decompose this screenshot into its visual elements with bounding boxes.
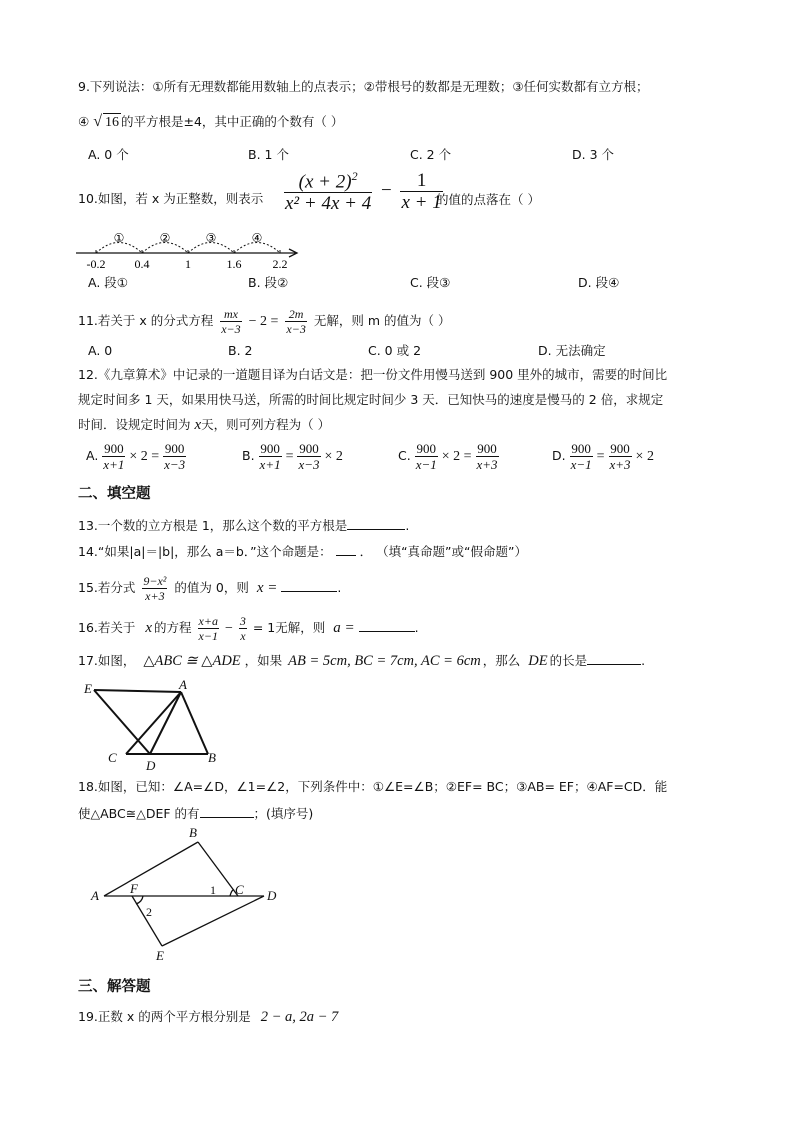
q12-b-n1: 900: [260, 441, 280, 456]
q16-fraction-1: [198, 615, 219, 642]
q15-numerator: 9−x²: [143, 574, 167, 588]
q15-prefix: 15.若分式: [78, 580, 136, 595]
q12-c-op: × 2 =: [441, 449, 472, 464]
q13-end: .: [405, 518, 410, 533]
q9-option-c: C. 2 个: [410, 147, 452, 162]
q17-line: [78, 650, 645, 670]
label-C: C: [235, 882, 244, 897]
q18-line1: 18.如图，已知：∠A=∠D，∠1=∠2，下列条件中：①∠E=∠B；②EF= BC；③AB= EF；④AF=CD．能: [78, 779, 668, 794]
q12-line3: [78, 416, 330, 434]
q12-var: x: [194, 417, 202, 433]
edge-AC: [126, 692, 181, 754]
q16-f1-numerator: x+a: [198, 614, 218, 628]
label-C: C: [108, 750, 117, 765]
q17-mid: ，如果: [244, 653, 283, 668]
q12-b-n2: 900: [299, 441, 319, 456]
q9-option-a: A. 0 个: [88, 147, 129, 162]
q11-prefix: 11.若关于 x 的分式方程: [78, 313, 214, 328]
q16-var1: x: [145, 620, 153, 636]
q12-b-d1: x+1: [259, 457, 281, 472]
q10-f2-denominator: x + 1: [401, 192, 442, 214]
q9-radicand: 16: [104, 115, 119, 130]
section-title-fill-in: 二、填空题: [78, 486, 151, 502]
q10-minus: −: [380, 180, 392, 202]
q12-a-d2: x−3: [164, 457, 186, 472]
q17-answer-blank[interactable]: [587, 650, 641, 665]
q12-c-d1: x−1: [415, 457, 437, 472]
tick-label-5: 2.2: [272, 257, 288, 271]
q12-c-d2: x+3: [476, 457, 498, 472]
edge-ED: [94, 690, 150, 754]
q16-end: .: [414, 620, 419, 635]
q12-d-n1: 900: [571, 441, 591, 456]
q17-figure: [80, 678, 230, 773]
segment-label-1: ①: [113, 231, 125, 245]
q13-answer-blank[interactable]: [347, 515, 405, 530]
q16-minus: −: [224, 621, 233, 636]
label-A: A: [91, 888, 99, 903]
tick-label-2: 0.4: [134, 257, 150, 271]
q10-option-d: D. 段④: [578, 275, 620, 290]
q12-d-n2: 900: [610, 441, 630, 456]
q12-a-n1: 900: [104, 441, 124, 456]
q12-option-d: [552, 442, 654, 471]
q17-suffix: 的长是: [549, 653, 588, 668]
q13-text: 13.一个数的立方根是 1，那么这个数的平方根是: [78, 518, 348, 533]
q12-line3-a: 时间．设规定时间为: [78, 417, 191, 432]
q12-c-frac1: [415, 442, 438, 471]
q18-answer-blank[interactable]: [200, 803, 254, 818]
q10-prefix: 10.如图，若 x 为正整数，则表示: [78, 191, 264, 206]
q18-line2-a: 使△ABC≅△DEF 的有: [78, 806, 200, 821]
q14-answer-blank[interactable]: [336, 541, 356, 556]
q17-prefix: 17.如图，: [78, 653, 136, 668]
q11-f1-denominator: x−3: [221, 322, 241, 336]
q12-b-op: =: [285, 449, 294, 464]
q10-f1-num-text: (x + 2): [298, 171, 352, 193]
q12-a-op: × 2 =: [129, 449, 160, 464]
q15-line: [78, 575, 341, 602]
q11-option-b: B. 2: [228, 343, 253, 358]
q10-f1-numerator: [284, 170, 372, 193]
q9-circle-num: ④: [78, 114, 90, 129]
q12-c-n2: 900: [477, 441, 497, 456]
label-angle-2: 2: [146, 905, 152, 919]
q16-answer-blank[interactable]: [359, 617, 415, 632]
q12-d-frac1: [570, 442, 593, 471]
q12-b-tail: × 2: [324, 449, 343, 464]
q9-line2: [78, 113, 343, 132]
q16-mid2: = 1无解，则: [252, 620, 326, 635]
q12-a-label: A.: [86, 448, 99, 463]
q9-option-d: D. 3 个: [572, 147, 614, 162]
q18-line2: [78, 803, 313, 823]
q12-option-c: [398, 442, 499, 471]
q11-mid: − 2 =: [248, 314, 279, 329]
q11-f2-numerator: 2m: [285, 308, 306, 322]
q12-b-frac1: [259, 442, 282, 471]
q15-var: x =: [256, 580, 278, 596]
q14-text: 14.“如果|a|＝|b|，那么 a＝b．”这个命题是：: [78, 544, 332, 559]
edge-AB: [104, 842, 198, 896]
q17-given: AB = 5cm, BC = 7cm, AC = 6cm: [288, 653, 481, 669]
q15-fraction: [142, 575, 167, 602]
q10-option-a: A. 段①: [88, 275, 128, 290]
q16-line: [78, 615, 419, 642]
tick-label-4: 1.6: [226, 257, 242, 271]
q10-fraction-1: [284, 170, 372, 213]
q15-end: .: [337, 580, 342, 595]
q11-fraction-1: [220, 308, 241, 335]
label-B: B: [208, 750, 216, 765]
section-title-solutions: 三、解答题: [78, 979, 151, 995]
q16-fraction-2: [239, 615, 247, 642]
q12-d-tail: × 2: [635, 449, 654, 464]
q11-option-a: A. 0: [88, 343, 113, 358]
q12-a-frac2: [163, 442, 186, 471]
q15-denominator: x+3: [145, 589, 165, 603]
q9-line2-rest: 的平方根是±4，其中正确的个数有（ ）: [120, 114, 344, 129]
q19-expression: 2 − a, 2a − 7: [260, 1009, 339, 1025]
q11-option-d: D. 无法确定: [538, 343, 606, 358]
q17-congruence: △ABC ≅ △ADE: [143, 653, 241, 669]
tick-label-3: 1: [185, 257, 191, 271]
tick-label-1: -0.2: [86, 257, 106, 271]
label-angle-1: 1: [210, 883, 216, 897]
q19-text: 19.正数 x 的两个平方根分别是: [78, 1009, 251, 1024]
q10-f1-sup: 2: [351, 169, 358, 183]
q18-line2-b: ；(填序号): [253, 806, 314, 821]
segment-label-4: ④: [251, 231, 263, 245]
q11-option-c: C. 0 或 2: [368, 343, 422, 358]
q10-number-line: [72, 226, 312, 272]
q17-end: .: [641, 653, 646, 668]
angle-2-arc: [136, 896, 143, 904]
q17-target: DE: [528, 653, 548, 669]
segment-label-3: ③: [205, 231, 217, 245]
label-E: E: [156, 948, 164, 963]
q12-a-d1: x+1: [103, 457, 125, 472]
q16-f1-denominator: x−1: [198, 629, 218, 643]
q12-line2: 规定时间多 1 天，如果用快马送，所需的时间比规定时间少 3 天．已知快马的速度是慢马的 2 倍，求规定: [78, 392, 664, 407]
q15-mid: 的值为 0，则: [174, 580, 249, 595]
q17-mid2: ，那么: [482, 653, 521, 668]
q10-suffix: 的值的点落在（ ）: [436, 192, 540, 207]
q12-d-d2: x+3: [609, 457, 631, 472]
q12-b-label: B.: [242, 448, 255, 463]
q16-f2-denominator: x: [240, 629, 246, 643]
q11-fraction-2: [285, 308, 306, 335]
q19-line: [78, 1008, 338, 1026]
edge-DE: [162, 896, 264, 946]
q12-option-a: [86, 442, 186, 471]
edge-AB: [181, 692, 208, 754]
q14-tail: ． （填“真命题”或“假命题”）: [359, 544, 527, 559]
q12-option-b: [242, 442, 343, 471]
q12-d-label: D.: [552, 448, 566, 463]
q12-d-d1: x−1: [570, 457, 592, 472]
q12-c-label: C.: [398, 448, 411, 463]
q18-figure: [88, 822, 288, 972]
sqrt-icon: √: [93, 113, 102, 130]
q9-line1: 9.下列说法：①所有无理数都能用数轴上的点表示；②带根号的数都是无理数；③任何实数都有立方根；: [78, 79, 649, 94]
q12-c-n1: 900: [416, 441, 436, 456]
q12-d-frac2: [609, 442, 632, 471]
q12-line3-b: 天，则可列方程为（ ）: [201, 417, 331, 432]
label-F: F: [130, 881, 138, 896]
q15-answer-blank[interactable]: [281, 577, 337, 592]
q12-b-d2: x−3: [298, 457, 320, 472]
q10-option-b: B. 段②: [248, 275, 289, 290]
q16-prefix: 16.若关于: [78, 620, 136, 635]
q16-f2-numerator: 3: [239, 614, 246, 628]
q10-expression: [284, 170, 443, 213]
q10-f1-denominator: x² + 4x + 4: [285, 193, 372, 215]
q14-line: [78, 541, 527, 561]
q10-option-c: C. 段③: [410, 275, 451, 290]
q16-mid1: 的方程: [154, 620, 192, 635]
q10-f2-numerator: 1: [400, 171, 442, 192]
q12-a-frac1: [102, 442, 125, 471]
q16-var2: a =: [333, 620, 355, 636]
label-A: A: [179, 678, 187, 692]
q12-d-op: =: [596, 449, 605, 464]
q11-f1-numerator: mx: [220, 308, 241, 322]
q12-line1: 12.《九章算术》中记录的一道题目译为白话文是：把一份文件用慢马送到 900 里外的城市，需要的时间比: [78, 367, 668, 382]
label-D: D: [267, 888, 277, 903]
q11-suffix: 无解，则 m 的值为（ ）: [313, 313, 451, 328]
q12-c-frac2: [476, 442, 499, 471]
q11-f2-denominator: x−3: [286, 322, 306, 336]
q12-b-frac2: [297, 442, 320, 471]
segment-label-2: ②: [159, 231, 171, 245]
q13-line: [78, 515, 409, 535]
q9-option-b: B. 1 个: [248, 147, 289, 162]
q11-line: [78, 308, 450, 335]
label-D: D: [146, 758, 156, 773]
edge-EA: [94, 690, 181, 692]
edge-BC: [198, 842, 238, 896]
label-E: E: [84, 681, 92, 696]
q12-a-n2: 900: [164, 441, 185, 456]
label-B: B: [189, 825, 197, 840]
